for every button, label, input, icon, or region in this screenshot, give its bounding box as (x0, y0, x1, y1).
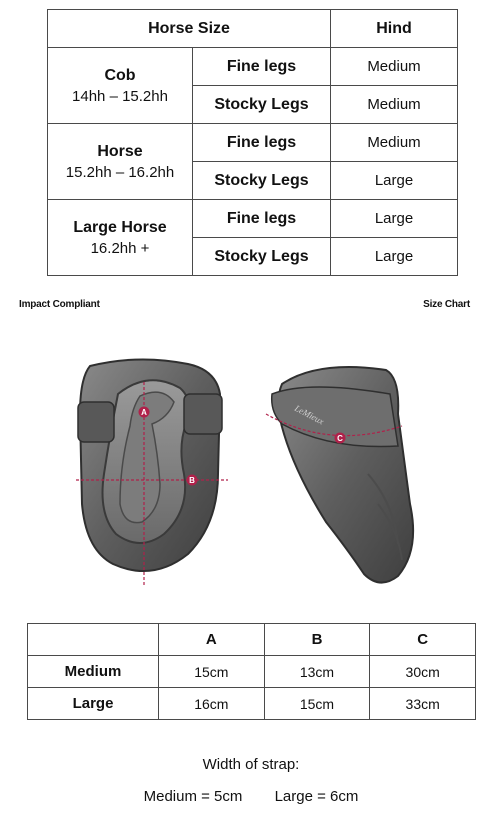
hind-size: Medium (331, 86, 458, 124)
size-group-large-horse (48, 200, 193, 276)
table-row (28, 656, 476, 688)
dimension-value: 13cm (264, 656, 370, 688)
group-height-range: 14hh – 15.2hh (72, 87, 168, 105)
table-row (48, 124, 458, 162)
brand-logo: LeMieux (293, 402, 326, 427)
hind-size: Large (331, 162, 458, 200)
hind-size: Medium (331, 48, 458, 86)
strap-width-title: Width of strap: (202, 756, 300, 773)
table-row (48, 200, 458, 238)
strap-large: Large = 6cm (274, 788, 359, 805)
impact-compliant-caption: Impact Compliant (19, 299, 100, 310)
leg-type: Fine legs (193, 48, 331, 86)
leg-type: Stocky Legs (193, 162, 331, 200)
leg-type: Stocky Legs (193, 238, 331, 276)
group-height-range: 16.2hh + (90, 239, 150, 257)
size-group-horse (48, 124, 193, 200)
size-group-cob (48, 48, 193, 124)
dimension-value: 33cm (370, 688, 476, 720)
hind-size: Medium (331, 124, 458, 162)
group-name: Horse (97, 142, 143, 160)
rear-view-boot (76, 359, 228, 586)
leg-type: Stocky Legs (193, 86, 331, 124)
hind-size: Large (331, 238, 458, 276)
leg-type: Fine legs (193, 200, 331, 238)
size-chart-caption: Size Chart (423, 299, 470, 310)
row-header-medium: Medium (28, 656, 159, 688)
label-b: B (189, 476, 195, 485)
size-table-header-row (48, 10, 458, 48)
row-header-large: Large (28, 688, 159, 720)
label-a: A (141, 408, 147, 417)
group-height-range: 15.2hh – 16.2hh (65, 163, 175, 181)
dimension-value: 16cm (159, 688, 265, 720)
table-row (48, 48, 458, 86)
column-header-a: A (159, 624, 265, 656)
column-header-b: B (264, 624, 370, 656)
horse-size-header: Horse Size (48, 10, 331, 48)
dimension-table (27, 623, 476, 720)
dimension-header-row (28, 624, 476, 656)
leg-type: Fine legs (193, 124, 331, 162)
side-view-boot (266, 367, 413, 582)
empty-corner-cell (28, 624, 159, 656)
label-c: C (337, 434, 343, 443)
dimension-value: 15cm (159, 656, 265, 688)
hind-size: Large (331, 200, 458, 238)
strap-medium: Medium = 5cm (143, 788, 243, 805)
boot-measurement-diagram (68, 354, 448, 590)
strap-width-values (0, 788, 502, 805)
dimension-value: 15cm (264, 688, 370, 720)
hind-header: Hind (331, 10, 458, 48)
column-header-c: C (370, 624, 476, 656)
table-row (28, 688, 476, 720)
dimension-value: 30cm (370, 656, 476, 688)
horse-size-table (47, 9, 458, 276)
group-name: Cob (104, 66, 136, 84)
group-name: Large Horse (73, 218, 167, 236)
